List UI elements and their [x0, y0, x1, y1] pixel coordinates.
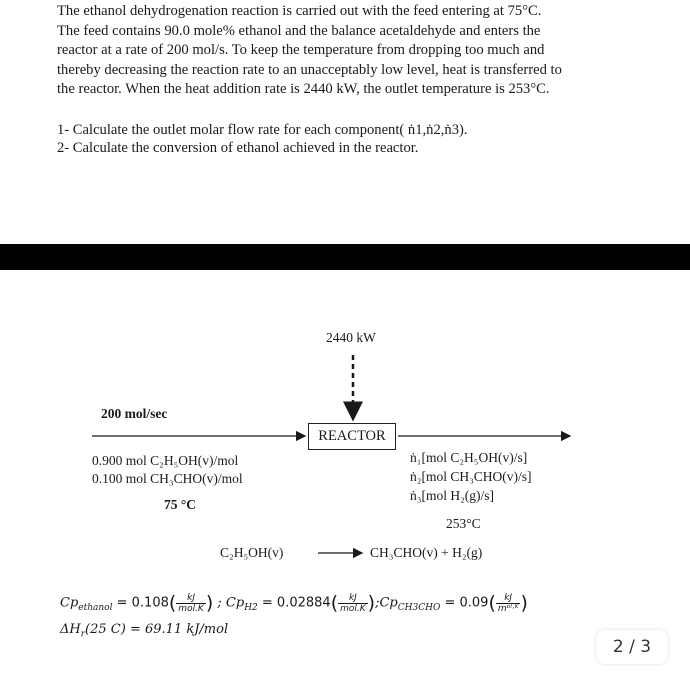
cp-ethanol-value: = 0.108	[116, 595, 169, 611]
reaction-reactant: C₂H₅OH(v)	[220, 545, 284, 560]
feed-ethanol: 0.900 mol C₂H₅OH(v)/mol	[92, 453, 239, 468]
problem-line: the reactor. When the heat addition rate is 2440 kW, the outlet temperature is 253°C.	[57, 81, 550, 98]
cp-h2-label: ; Cp	[217, 595, 245, 611]
feed-acetaldehyde: 0.100 mol CH₃CHO(v)/mol	[92, 471, 243, 486]
problem-line: The ethanol dehydrogenation reaction is carried out with the feed entering at 75°C.	[57, 3, 542, 19]
cp-equations: $Cp_{ethanol} = 0.108$( $\frac{kJ}{\text{mol.K}}$ ) ; $Cp_{H2} = 0.02884$( $\frac{kJ}{\text{mol.K}}$ )$;Cp_{CH3CHO} = 0.09$( $\frac{kJ}{\text{mᵒˡ·ᴷ}}$ )	[60, 592, 528, 614]
outlet-temperature: 253°C	[446, 516, 481, 531]
cp-ethanol-sub: ethanol	[78, 603, 113, 614]
reactor-box: REACTOR	[308, 423, 396, 450]
page-indicator: 2 / 3	[596, 630, 668, 664]
outlet-n2: ṅ₂[mol CH₃CHO(v)/s]	[410, 469, 532, 484]
feed-rate-label: 200 mol/sec	[101, 406, 168, 421]
cp-h2-value: = 0.02884	[261, 595, 331, 611]
dh-sub: r	[80, 629, 86, 640]
enthalpy-equation	[60, 622, 228, 640]
question-2: 2- Calculate the conversion of ethanol achieved in the reactor.	[57, 140, 419, 156]
unit-fraction: $\frac{kJ}{\text{mol.K}}$	[178, 592, 204, 614]
problem-line: The feed contains 90.0 mole% ethanol and the balance acetaldehyde and enters the	[57, 22, 541, 39]
heat-rate-label: 2440 kW	[326, 330, 376, 345]
dh-label: ΔH	[60, 622, 81, 637]
unit-fraction: $\frac{kJ}{\text{mol.K}}$	[340, 592, 366, 614]
cp-ethanol-label: Cp	[60, 595, 79, 611]
outlet-n3: ṅ₃[mol H₂(g)/s]	[410, 488, 495, 503]
cp-ch3cho-value: = 0.09	[444, 595, 489, 611]
cp-h2-sub: H2	[244, 603, 258, 614]
outlet-n1: ṅ₁[mol C₂H₅OH(v)/s]	[410, 450, 528, 465]
problem-line: reactor at a rate of 200 mol/s. To keep the temperature from dropping too much and	[57, 42, 545, 59]
reaction-products: CH₃CHO(v) + H₂(g)	[370, 545, 483, 560]
dh-value: (25 C) = 69.11 kJ/mol	[85, 622, 229, 637]
question-1: 1- Calculate the outlet molar flow rate for each component( ṅ1,ṅ2,ṅ3).	[57, 122, 468, 138]
unit-fraction: $\frac{kJ}{\text{mᵒˡ·ᴷ}}$	[497, 592, 519, 614]
cp-ch3cho-sub: CH3CHO	[397, 603, 441, 614]
problem-line: thereby decreasing the reaction rate to an unacceptably low level, heat is transferred to	[57, 61, 562, 78]
cp-ch3cho-label: ;Cp	[375, 595, 398, 611]
feed-temperature: 75 °C	[164, 497, 197, 512]
